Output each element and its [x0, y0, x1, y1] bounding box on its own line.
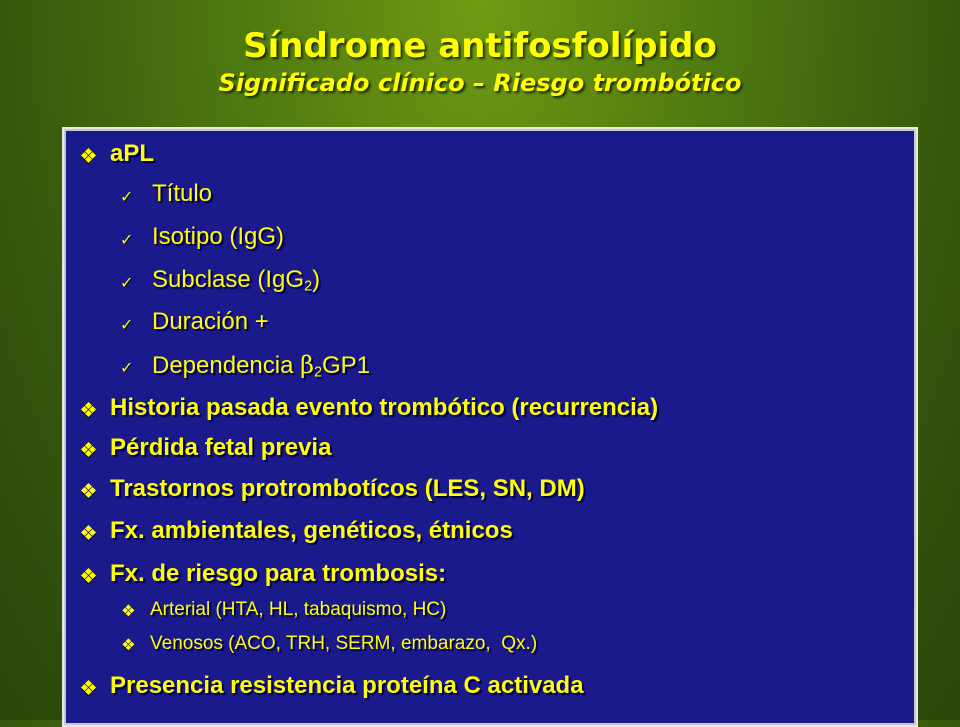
item-text: Dependencia $\beta_2GP1$	[152, 351, 371, 381]
item-text: Venosos (ACO, TRH, SERM, embarazo, Qx.)	[150, 633, 538, 654]
diamond-bullet-icon	[123, 605, 133, 615]
checkmark-icon: ✓	[120, 187, 134, 206]
diamond-bullet-icon	[82, 443, 94, 455]
item-text: Fx. ambientales, genéticos, étnicos	[110, 517, 513, 544]
checkmark-icon: ✓	[120, 358, 134, 377]
diamond-bullet-icon	[82, 484, 94, 496]
diamond-bullet-icon	[82, 149, 94, 161]
item-text: Duración +	[152, 308, 269, 335]
item-text: Arterial (HTA, HL, tabaquismo, HC)	[150, 599, 447, 620]
checkmark-icon: ✓	[120, 230, 134, 249]
checkmark-icon: ✓	[120, 273, 134, 292]
item-text: Pérdida fetal previa	[110, 434, 332, 461]
item-text: Fx. de riesgo para trombosis:	[110, 560, 447, 587]
checkmark-icon: ✓	[120, 315, 134, 334]
item-text: Subclase (IgG$_2$)	[152, 266, 321, 295]
item-text: Presencia resistencia proteína C activada	[110, 672, 584, 699]
diamond-bullet-icon	[123, 639, 133, 649]
content-panel	[62, 127, 918, 727]
item-text: aPL	[110, 140, 155, 167]
item-text: Trastornos protrombotícos (LES, SN, DM)	[110, 475, 585, 502]
slide-title: Síndrome antifosfolípido	[243, 26, 717, 66]
diamond-bullet-icon	[82, 403, 94, 415]
item-text: Título	[152, 180, 213, 207]
item-text: Historia pasada evento trombótico (recurrencia)	[110, 394, 659, 421]
title-block	[0, 24, 960, 98]
item-text: Isotipo (IgG)	[152, 223, 285, 250]
diamond-bullet-icon	[82, 526, 94, 538]
diamond-bullet-icon	[82, 569, 94, 581]
slide-subtitle: Significado clínico – Riesgo trombótico	[218, 69, 742, 97]
diamond-bullet-icon	[82, 681, 94, 693]
